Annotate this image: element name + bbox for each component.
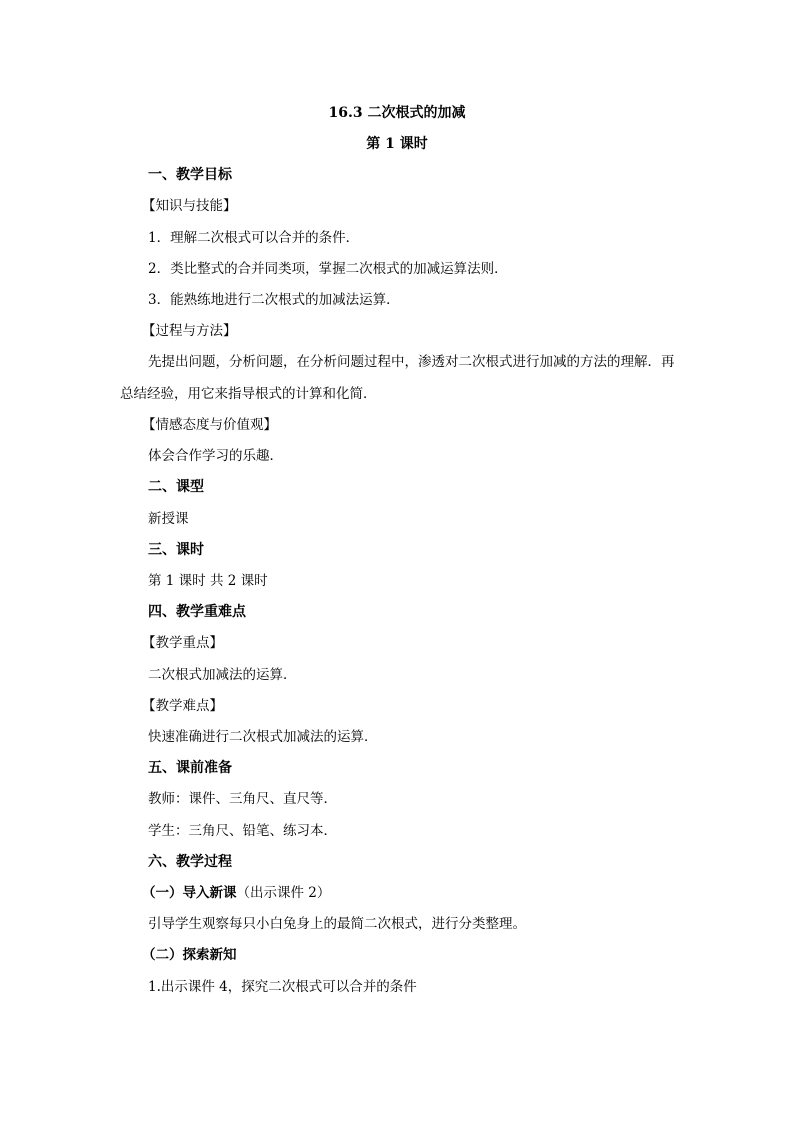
process-text-line-1: 先提出问题，分析问题，在分析问题过程中，渗透对二次根式进行加减的方法的理解．再 <box>148 354 675 370</box>
section-heading-goals: 一、教学目标 <box>148 167 232 183</box>
label-process: 【过程与方法】 <box>142 323 237 339</box>
process-part-2-heading: （二）探索新知 <box>142 947 237 963</box>
process-part-1-note: （出示课件 2） <box>236 885 331 901</box>
label-focus: 【教学重点】 <box>142 635 223 651</box>
focus-text: 二次根式加减法的运算． <box>148 667 297 683</box>
knowledge-item-3: 3．能熟练地进行二次根式的加减法运算． <box>148 292 400 308</box>
knowledge-item-2: 2．类比整式的合并同类项，掌握二次根式的加减运算法则． <box>148 261 508 277</box>
lesson-type-text: 新授课 <box>148 511 189 527</box>
prep-student: 学生：三角尺、铅笔、练习本． <box>148 823 337 839</box>
knowledge-item-1: 1．理解二次根式可以合并的条件． <box>148 230 360 246</box>
emotion-text: 体会合作学习的乐趣． <box>148 448 283 464</box>
process-part-1-heading <box>142 884 330 902</box>
label-emotion: 【情感态度与价值观】 <box>142 417 277 433</box>
document-title: 16.3 二次根式的加减 <box>328 105 466 121</box>
process-text-line-2: 总结经验，用它来指导根式的计算和化简． <box>120 386 377 402</box>
process-part-2-item-1: 1.出示课件 4，探究二次根式可以合并的条件 <box>148 979 417 995</box>
label-difficulty: 【教学难点】 <box>142 698 223 714</box>
process-part-1-text: 引导学生观察每只小白兔身上的最简二次根式，进行分类整理。 <box>148 916 526 932</box>
difficulty-text: 快速准确进行二次根式加减法的运算． <box>148 729 378 745</box>
label-knowledge: 【知识与技能】 <box>142 198 237 214</box>
section-heading-type: 二、课型 <box>148 479 204 495</box>
process-part-1-title: （一）导入新课 <box>142 885 237 901</box>
section-heading-key-points: 四、教学重难点 <box>148 604 246 620</box>
document-subtitle: 第 1 课时 <box>366 136 428 152</box>
section-heading-process: 六、教学过程 <box>148 854 232 870</box>
section-heading-hours: 三、课时 <box>148 542 204 558</box>
lesson-hours-text: 第 1 课时 共 2 课时 <box>148 573 268 589</box>
section-heading-prep: 五、课前准备 <box>148 760 232 776</box>
prep-teacher: 教师：课件、三角尺、直尺等． <box>148 791 337 807</box>
